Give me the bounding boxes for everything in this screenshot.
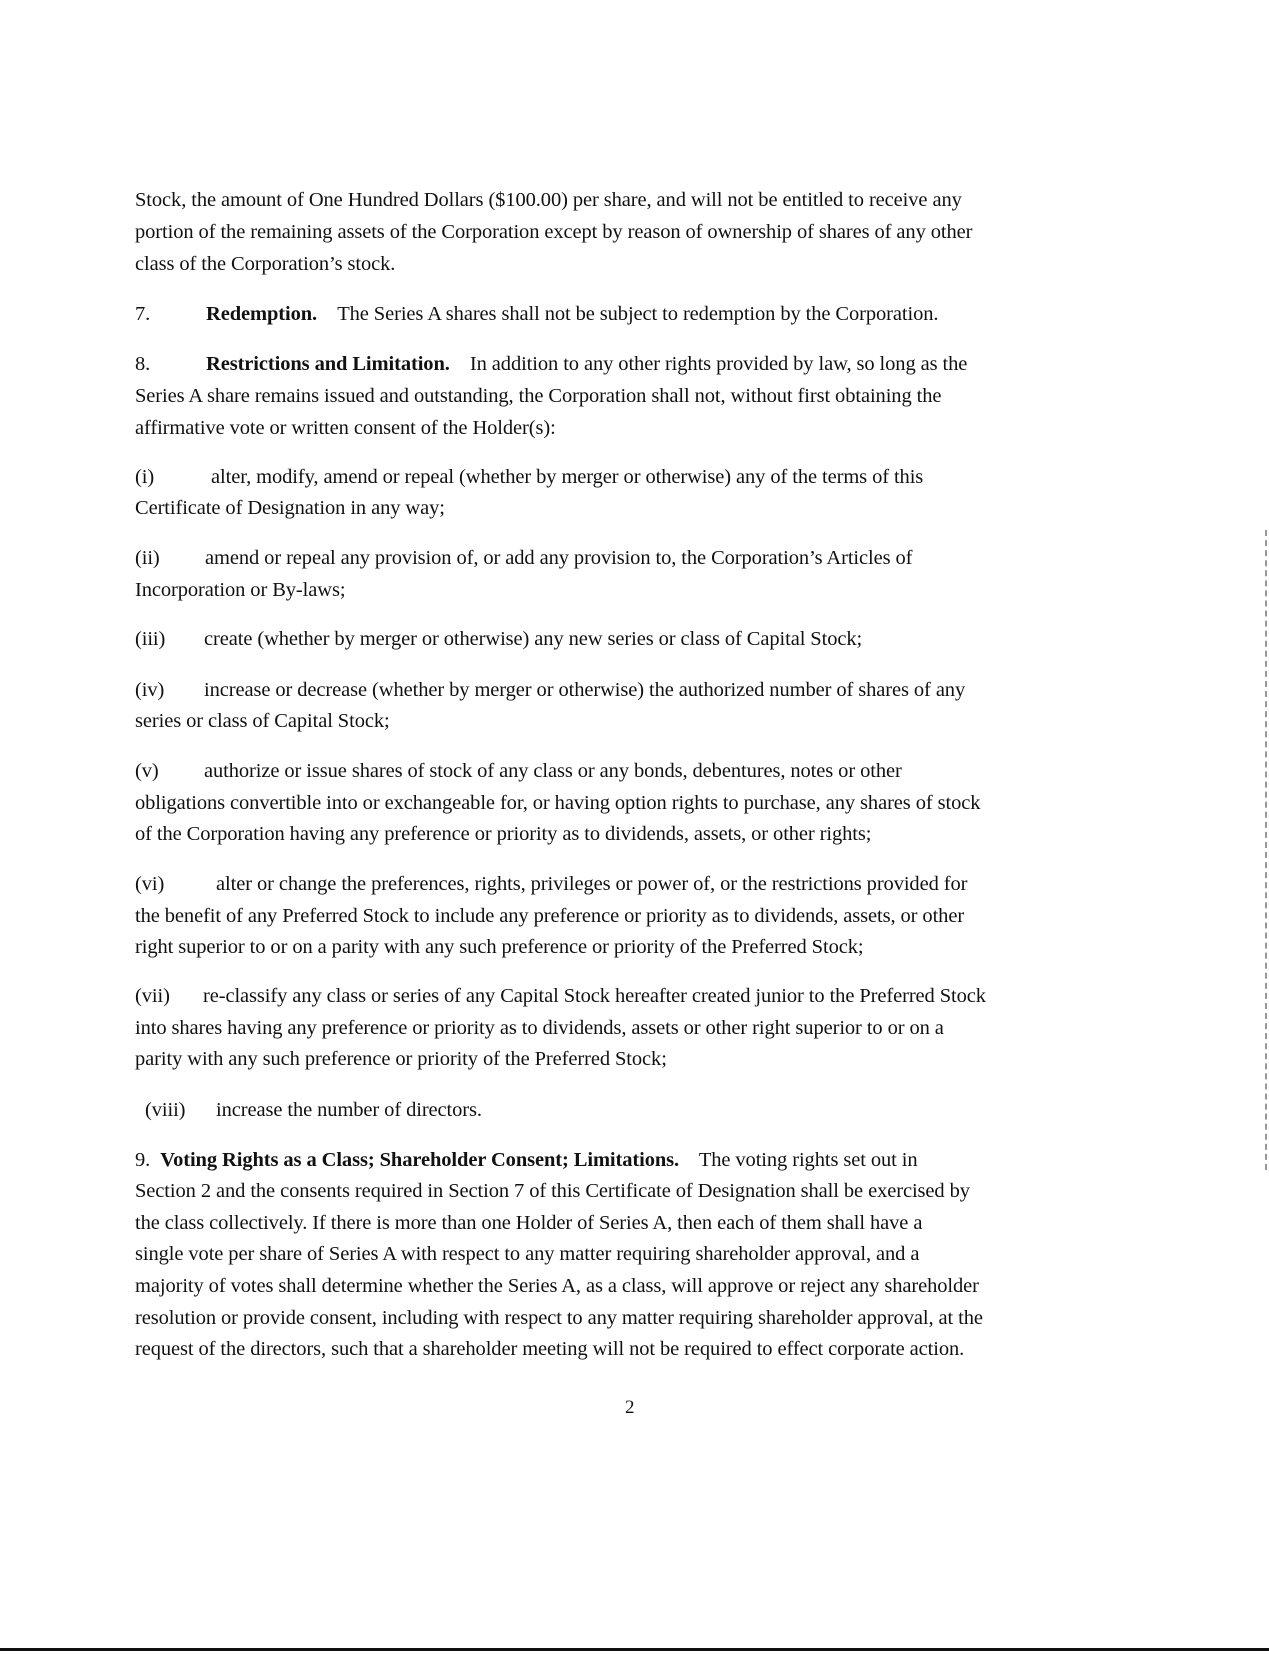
text-line: the benefit of any Preferred Stock to include any preference or priority as to dividends, assets, or other — [135, 905, 965, 927]
text-line: of the Corporation having any preference or priority as to dividends, assets, or other rights; — [135, 823, 872, 845]
item-label: (viii) — [145, 1099, 186, 1121]
list-item — [135, 465, 923, 489]
text-line: right superior to or on a parity with any such preference or priority of the Preferred Stock; — [135, 936, 864, 958]
section-heading: Voting Rights as a Class; Shareholder Consent; Limitations. — [160, 1149, 680, 1171]
list-item — [145, 1098, 482, 1122]
section-number: 7. — [135, 303, 151, 325]
text-line: resolution or provide consent, including with respect to any matter requiring shareholder approval, at the — [135, 1307, 983, 1329]
text-line: single vote per share of Series A with respect to any matter requiring shareholder approval, and a — [135, 1243, 920, 1265]
item-text: re-classify any class or series of any Capital Stock hereafter created junior to the Preferred Stock — [203, 985, 986, 1007]
text-line: into shares having any preference or priority as to dividends, assets or other right superior to or on a — [135, 1017, 944, 1039]
scan-edge-artifact — [1265, 530, 1267, 1170]
section-number: 8. — [135, 353, 151, 375]
item-label: (v) — [135, 760, 159, 782]
section-text: The voting rights set out in — [698, 1149, 918, 1171]
item-text: authorize or issue shares of stock of any class or any bonds, debentures, notes or other — [204, 760, 902, 782]
section-heading: Redemption. — [206, 303, 318, 325]
section-7 — [135, 302, 938, 326]
item-label: (ii) — [135, 547, 160, 569]
item-label: (vii) — [135, 985, 170, 1007]
list-item — [135, 627, 862, 651]
section-text: In addition to any other rights provided by law, so long as the — [469, 353, 968, 375]
section-heading: Restrictions and Limitation. — [206, 353, 450, 375]
text-line: affirmative vote or written consent of the Holder(s): — [135, 417, 556, 439]
scan-bottom-border — [0, 1648, 1269, 1651]
item-text: alter or change the preferences, rights, privileges or power of, or the restrictions provided for — [216, 873, 968, 895]
section-number: 9. — [135, 1149, 151, 1171]
page-number: 2 — [625, 1397, 635, 1418]
list-item — [135, 759, 902, 783]
item-text: alter, modify, amend or repeal (whether by merger or otherwise) any of the terms of this — [211, 466, 924, 488]
section-8 — [135, 352, 967, 376]
text-line: Incorporation or By-laws; — [135, 579, 346, 601]
item-text: increase the number of directors. — [216, 1099, 482, 1121]
section-9 — [135, 1148, 918, 1172]
item-label: (iii) — [135, 628, 166, 650]
text-line: Certificate of Designation in any way; — [135, 497, 445, 519]
text-line: majority of votes shall determine whether the Series A, as a class, will approve or reject any shareholder — [135, 1275, 979, 1297]
list-item — [135, 984, 986, 1008]
text-line: series or class of Capital Stock; — [135, 710, 390, 732]
section-text: The Series A shares shall not be subject to redemption by the Corporation. — [337, 303, 939, 325]
list-item — [135, 678, 965, 702]
list-item — [135, 872, 967, 896]
text-line: parity with any such preference or priority of the Preferred Stock; — [135, 1048, 667, 1070]
text-line: the class collectively. If there is more than one Holder of Series A, then each of them shall have a — [135, 1212, 923, 1234]
text-line: request of the directors, such that a shareholder meeting will not be required to effect corporate action. — [135, 1338, 965, 1360]
text-line: class of the Corporation’s stock. — [135, 253, 396, 275]
text-line: obligations convertible into or exchangeable for, or having option rights to purchase, any shares of stock — [135, 792, 981, 814]
text-line: portion of the remaining assets of the Corporation except by reason of ownership of shares of any other — [135, 221, 973, 243]
text-line: Section 2 and the consents required in Section 7 of this Certificate of Designation shall be exercised by — [135, 1180, 970, 1202]
item-label: (i) — [135, 466, 155, 488]
list-item — [135, 546, 912, 570]
item-label: (iv) — [135, 679, 165, 701]
item-label: (vi) — [135, 873, 165, 895]
item-text: amend or repeal any provision of, or add any provision to, the Corporation’s Articles of — [205, 547, 913, 569]
item-text: increase or decrease (whether by merger or otherwise) the authorized number of shares of any — [204, 679, 966, 701]
text-line: Stock, the amount of One Hundred Dollars ($100.00) per share, and will not be entitled to receive any — [135, 189, 962, 211]
item-text: create (whether by merger or otherwise) any new series or class of Capital Stock; — [204, 628, 863, 650]
text-line: Series A share remains issued and outstanding, the Corporation shall not, without first obtaining the — [135, 385, 942, 407]
